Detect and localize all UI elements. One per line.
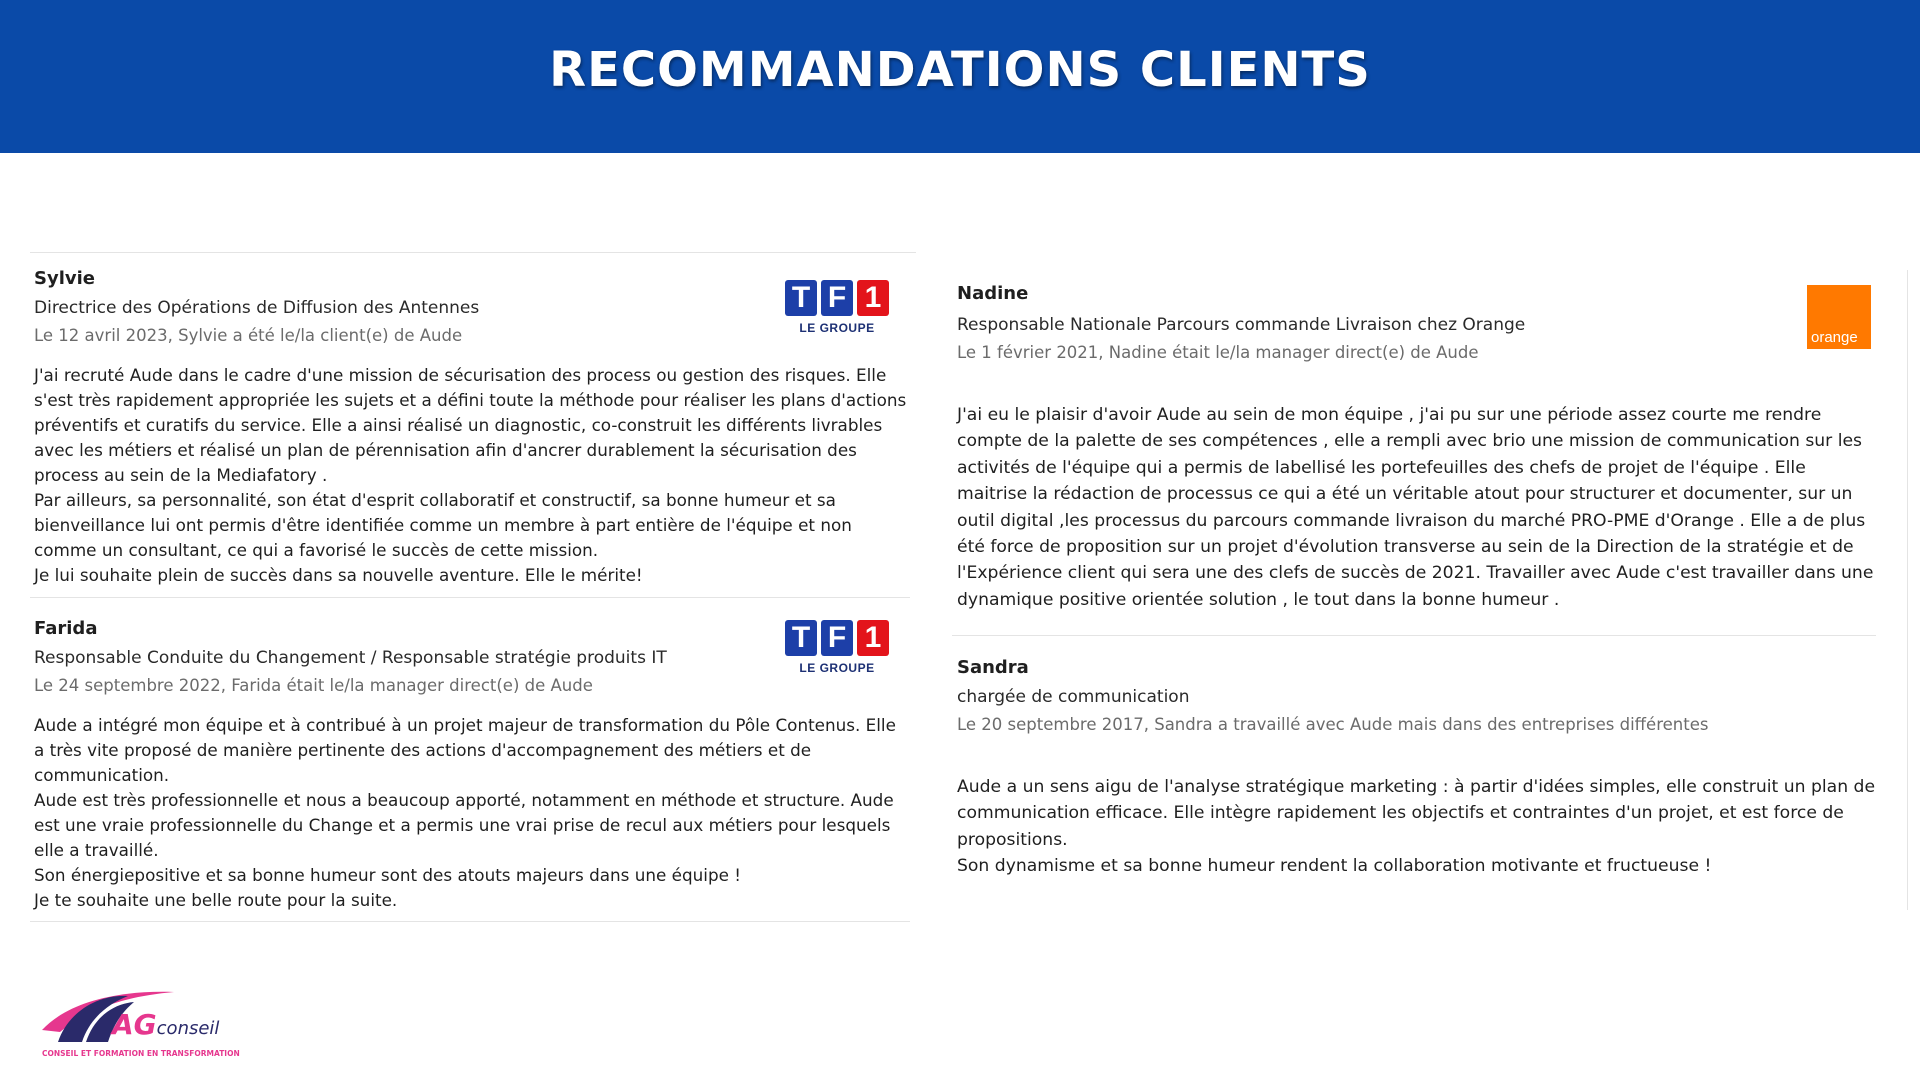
recommendation-card-nadine <box>957 283 1881 613</box>
paragraph: Aude a intégré mon équipe et à contribué à un projet majeur de transformation du Pôle Contenus. Elle a très vite proposé de manière pertinente des actions d'accompagnement des métiers et de communication. <box>34 715 896 785</box>
page-title: RECOMMANDATIONS CLIENTS <box>549 42 1371 98</box>
recommendation-text <box>957 774 1881 880</box>
recommendation-card-farida <box>34 618 904 913</box>
recommender-name[interactable]: Sylvie <box>34 268 95 289</box>
paragraph: Son énergiepositive et sa bonne humeur sont des atouts majeurs dans une équipe ! <box>34 865 741 885</box>
recommender-role: chargée de communication <box>957 687 1190 707</box>
recommendation-card-sandra <box>957 657 1881 880</box>
divider-middle-right <box>952 635 1876 636</box>
recommender-role: Directrice des Opérations de Diffusion des Antennes <box>34 298 480 318</box>
paragraph: Aude est très professionnelle et nous a beaucoup apporté, notamment en méthode et structure. Aude est une vraie professionnelle du Change et a permis une vrai prise de recul aux métiers pour lesquels elle a travaillé. <box>34 790 894 860</box>
recommendation-card-sylvie <box>34 268 914 588</box>
recommendation-date: Le 12 avril 2023, Sylvie a été le/la client(e) de Aude <box>34 326 463 345</box>
recommender-name[interactable]: Sandra <box>957 657 1029 678</box>
recommender-role: Responsable Conduite du Changement / Responsable stratégie produits IT <box>34 648 667 668</box>
recommendation-text <box>34 713 904 913</box>
paragraph: J'ai eu le plaisir d'avoir Aude au sein de mon équipe , j'ai pu sur une période assez courte me rendre compte de la palette de ses compétences , elle a rempli avec brio une mission de communication sur les activités de l'équipe qui a permis de labellisé les portefeuilles des chefs de projet de l'équipe . Elle maitrise la rédaction de processus ce qui a été un véritable atout pour structurer et documenter, sur un outil digital ,les processus du parcours commande livraison du marché PRO-PME d'Orange . Elle a de plus été force de proposition sur un projet d'évolution transverse au sein de la Direction de la stratégie et de l'Expérience client qui sera une des clefs de succès de 2021. Travailler avec Aude c'est travailler dans une dynamique positive orientée solution , le tout dans la bonne humeur . <box>957 405 1874 610</box>
recommendation-text <box>34 363 914 588</box>
tf1-letter: T <box>785 280 817 316</box>
paragraph: Par ailleurs, sa personnalité, son état d'esprit collaboratif et constructif, sa bonne humeur et sa bienveillance lui ont permis d'être identifiée comme un membre à part entière de l'équipe et non comme un consultant, ce qui a favorisé le succès de cette mission. <box>34 490 852 560</box>
tf1-letter: T <box>785 620 817 656</box>
ag-conseil-logo <box>38 982 240 1062</box>
recommendation-date: Le 24 septembre 2022, Farida était le/la manager direct(e) de Aude <box>34 676 593 695</box>
logo-ag: AG <box>112 1008 157 1041</box>
title-banner <box>0 0 1920 153</box>
divider-top-left <box>30 252 916 253</box>
divider-middle-left <box>30 597 910 598</box>
tf1-letter: 1 <box>857 280 889 316</box>
recommender-name[interactable]: Farida <box>34 618 98 639</box>
paragraph: J'ai recruté Aude dans le cadre d'une mission de sécurisation des process ou gestion des risques. Elle s'est très rapidement appropriée les sujets et a défini toute la méthode pour réaliser les plans d'actions préventifs et curatifs du service. Elle a ainsi réalisé un diagnostic, co-construit les différents livrables avec les métiers et réalisé un plan de pérennisation afin d'ancrer durablement la sécurisation des process au sein de la Mediafatory . <box>34 365 907 485</box>
tf1-logo <box>785 280 889 340</box>
tf1-letter: F <box>821 280 853 316</box>
tf1-logo <box>785 620 889 680</box>
divider-bottom-left <box>30 921 910 922</box>
paragraph: Je te souhaite une belle route pour la suite. <box>34 890 398 910</box>
logo-conseil: conseil <box>156 1018 220 1039</box>
orange-logo <box>1807 285 1871 349</box>
orange-label: orange <box>1811 329 1858 346</box>
paragraph: Aude a un sens aigu de l'analyse stratégique marketing : à partir d'idées simples, elle construit un plan de communication efficace. Elle intègre rapidement les objectifs et contraintes d'un projet, et est force de propositions. <box>957 777 1876 850</box>
recommendation-date: Le 1 février 2021, Nadine était le/la manager direct(e) de Aude <box>957 343 1479 362</box>
logo-wordmark <box>112 1008 219 1041</box>
logo-tagline: CONSEIL ET FORMATION EN TRANSFORMATION <box>42 1049 240 1058</box>
tf1-letter: F <box>821 620 853 656</box>
recommender-name[interactable]: Nadine <box>957 283 1029 304</box>
tf1-subtitle: LE GROUPE <box>799 321 875 335</box>
recommendation-text <box>957 402 1881 613</box>
tf1-subtitle: LE GROUPE <box>799 661 875 675</box>
recommendation-date: Le 20 septembre 2017, Sandra a travaillé avec Aude mais dans des entreprises différentes <box>957 715 1709 734</box>
recommender-role: Responsable Nationale Parcours commande Livraison chez Orange <box>957 315 1526 335</box>
paragraph: Je lui souhaite plein de succès dans sa nouvelle aventure. Elle le mérite! <box>34 565 643 585</box>
divider-right-edge <box>1907 270 1908 910</box>
tf1-letter: 1 <box>857 620 889 656</box>
paragraph: Son dynamisme et sa bonne humeur rendent la collaboration motivante et fructueuse ! <box>957 856 1712 877</box>
